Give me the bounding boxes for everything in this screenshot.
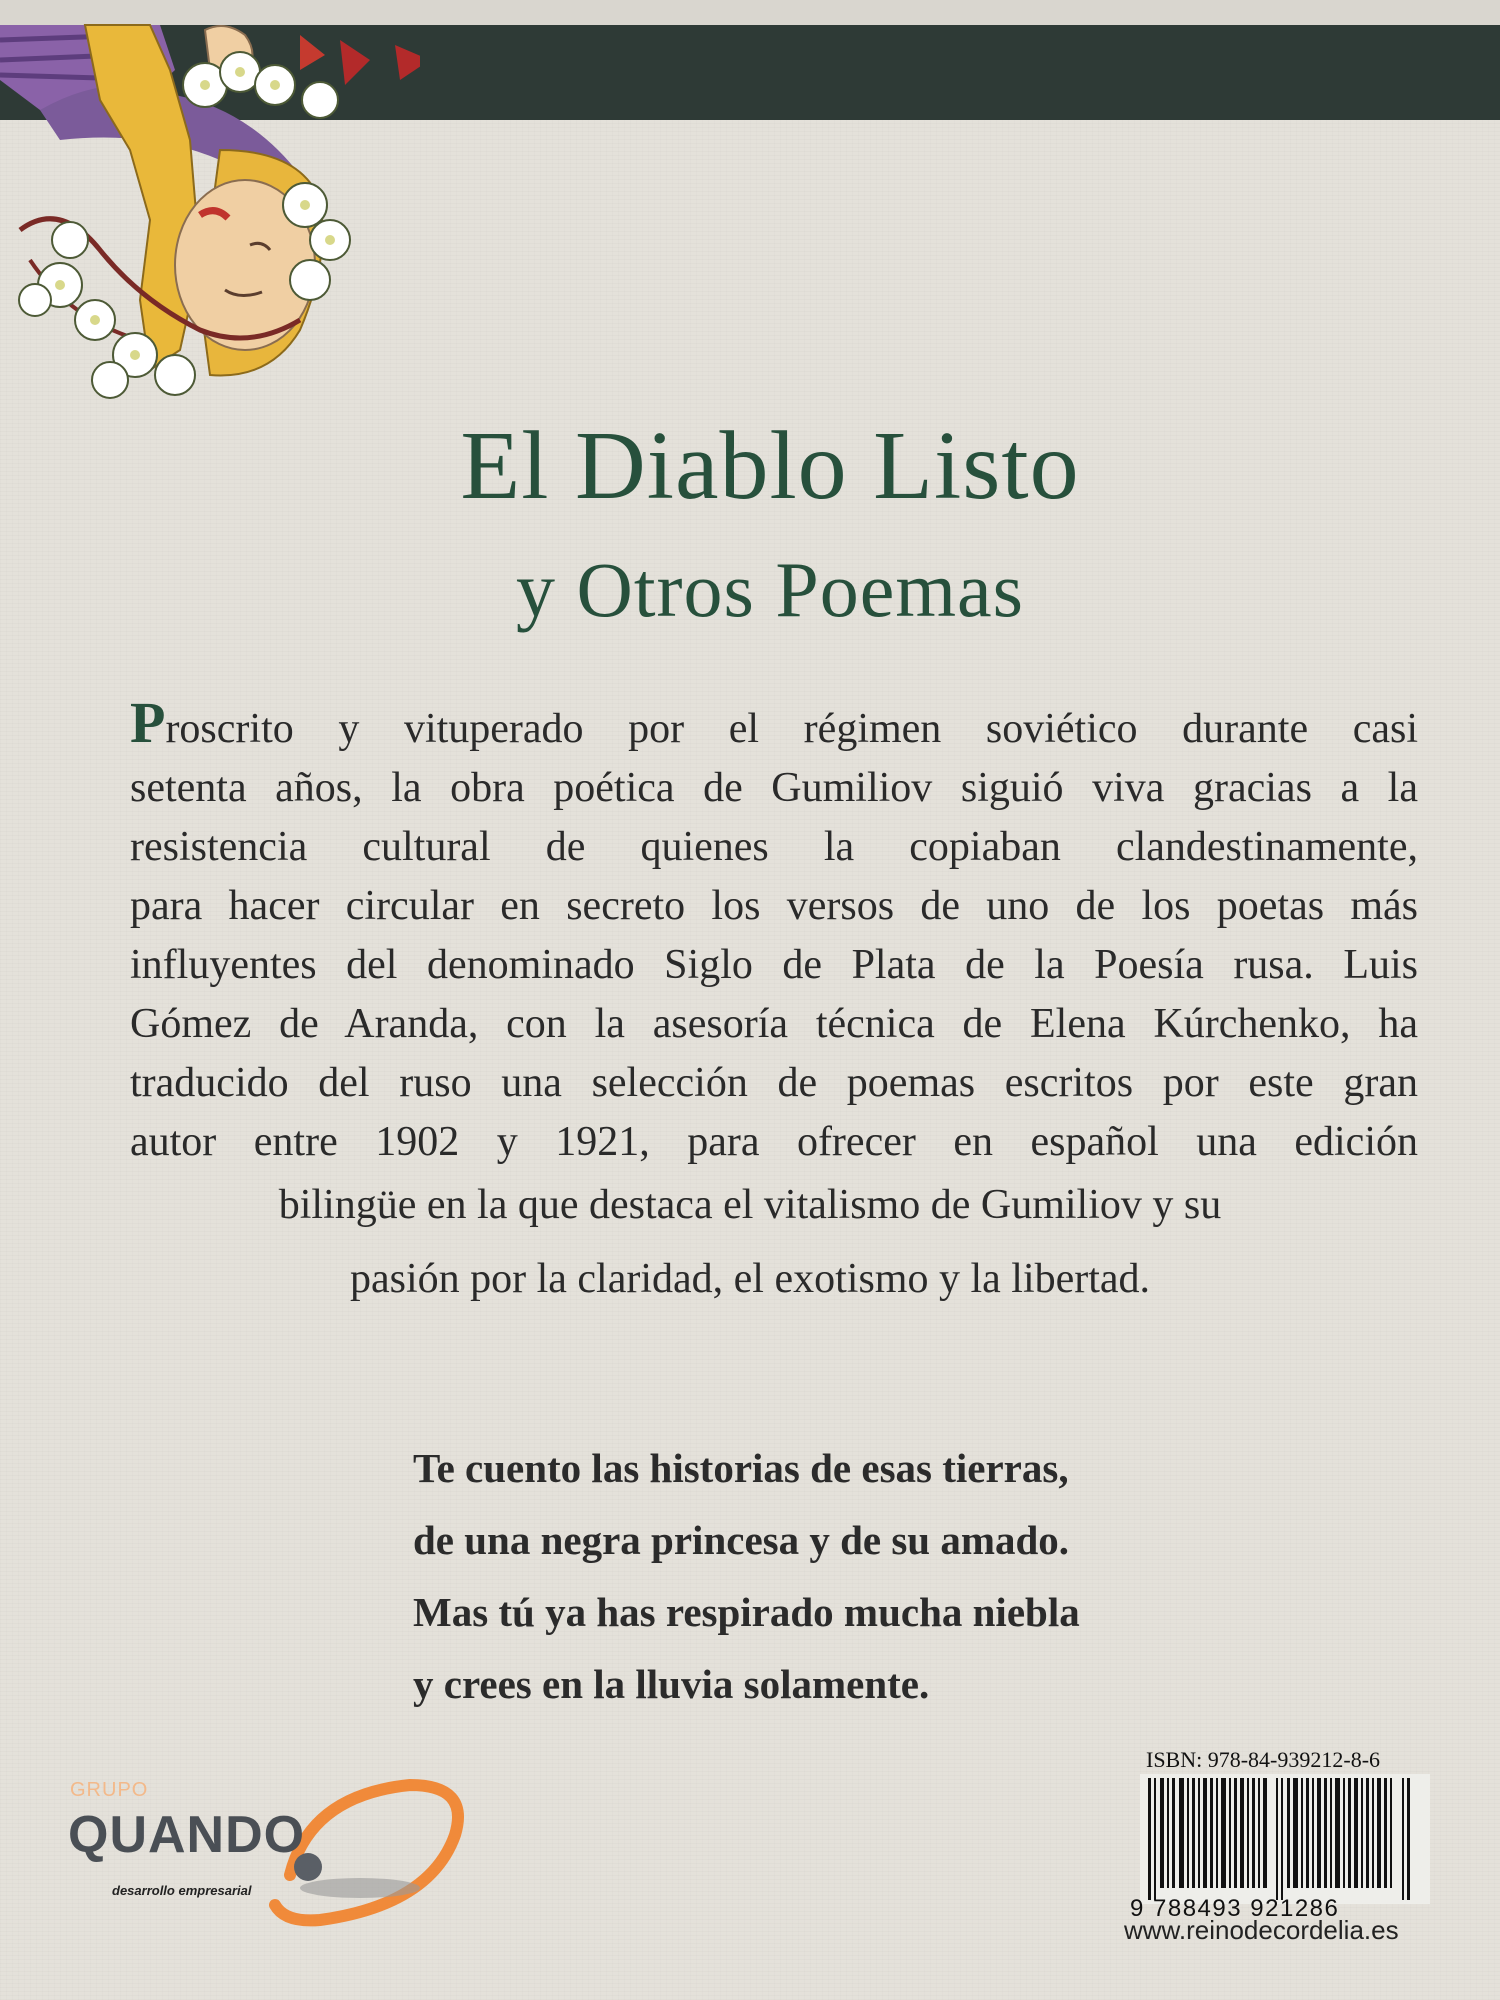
- barcode-bars-icon: [1140, 1774, 1430, 1904]
- synopsis-line: autor entre 1902 y 1921, para ofrecer en español una edición: [130, 1119, 1418, 1165]
- isbn-label: ISBN: 978-84-939212-8-6: [1146, 1747, 1381, 1772]
- synopsis-tail-line: pasión por la claridad, el exotismo y la libertad.: [349, 1256, 1151, 1302]
- book-subtitle: y Otros Poemas: [516, 546, 1024, 633]
- poem-line: de una negra princesa y de su amado.: [413, 1517, 1070, 1563]
- dropcap: P: [130, 690, 166, 755]
- synopsis-tail-line: bilingüe en la que destaca el vitalismo de Gumiliov y su: [278, 1182, 1222, 1228]
- poem-line: y crees en la lluvia solamente.: [413, 1661, 930, 1707]
- poem-line: Mas tú ya has respirado mucha niebla: [413, 1589, 1080, 1635]
- synopsis-paragraph: [130, 690, 1418, 1172]
- synopsis-line: para hacer circular en secreto los versos de uno de los poetas más: [130, 883, 1418, 929]
- synopsis-line: influyentes del denominado Siglo de Plata de la Poesía rusa. Luis: [130, 942, 1418, 988]
- barcode: [1140, 1774, 1430, 1904]
- poem-line: Te cuento las historias de esas tierras,: [413, 1445, 1069, 1491]
- book-title: El Diablo Listo: [460, 412, 1080, 520]
- publisher-logo: [60, 1755, 480, 1945]
- barcode-digits: 9 788493 921286: [1130, 1895, 1340, 1922]
- synopsis-line: resistencia cultural de quienes la copiaban clandestinamente,: [130, 824, 1418, 870]
- synopsis-line-text: roscrito y vituperado por el régimen soviético durante casi: [165, 706, 1418, 752]
- logo-name: QUANDO: [68, 1806, 306, 1864]
- illustration-inverted-figure-with-flowers: [0, 0, 420, 430]
- synopsis-line: setenta años, la obra poética de Gumiliov siguió viva gracias a la: [130, 765, 1418, 811]
- logo-tagline: desarrollo empresarial: [112, 1883, 252, 1898]
- logo-group-label: GRUPO: [70, 1779, 149, 1801]
- synopsis-line: traducido del ruso una selección de poemas escritos por este gran: [130, 1060, 1418, 1106]
- publisher-website: www.reinodecordelia.es: [1124, 1915, 1399, 1945]
- poem-excerpt: [413, 1432, 1080, 1720]
- synopsis-line: Gómez de Aranda, con la asesoría técnica de Elena Kúrchenko, ha: [130, 1001, 1418, 1047]
- synopsis-line: [130, 690, 1418, 759]
